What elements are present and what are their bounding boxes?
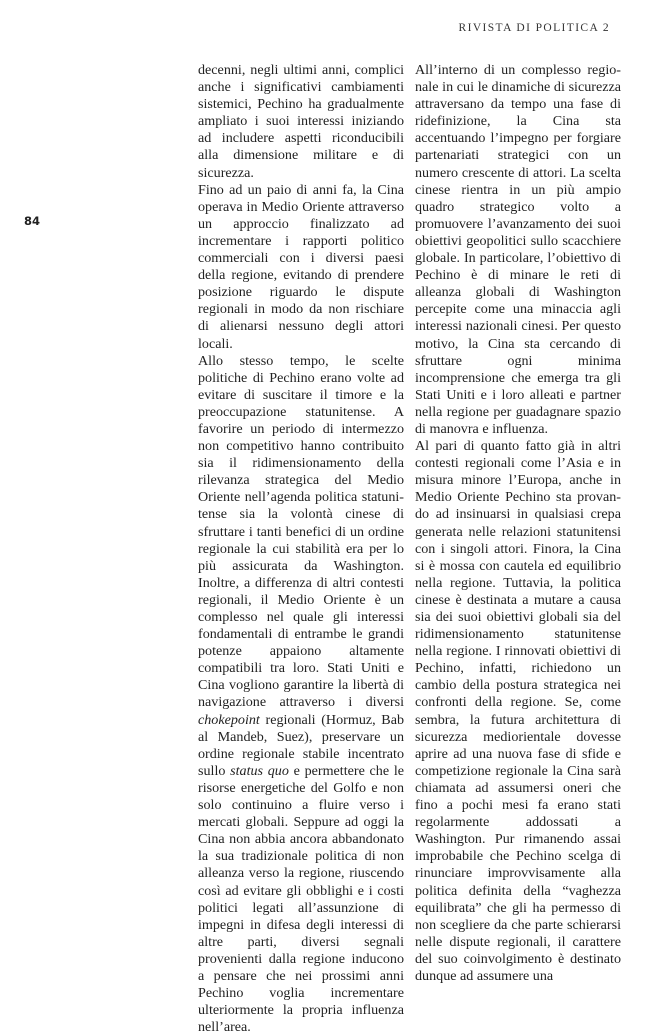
left-column	[198, 62, 404, 1036]
running-head: RIVISTA DI POLITICA 2	[458, 22, 610, 34]
left-paragraph-2: Fino ad un paio di anni fa, la Cina operava in Medio Oriente attraverso un approccio finalizzato ad incrementare i rapporti politico commerciali con i diversi paesi della regione, evitando di prendere posizione riguardo le dispute regionali in modo da non rischiare di alienarsi nessuno degli attori locali.	[198, 181, 404, 352]
status-quo-term: status quo	[230, 762, 289, 779]
right-paragraph-2: Al pari di quanto fatto già in altri contesti regionali come l’Asia e in misura minore l’Europa, anche in Medio Oriente Pechino sta provando ad insinuarsi in qualsiasi crepa generata nelle relazioni statunitensi con i singoli attori. Finora, la Cina si è mossa con cautela ed equilibrio nella regione. Tuttavia, la politica cinese è destinata a mutare a causa sia dei suoi obiettivi globali sia del ridimensionamento statunitense nella regione. I rinnovati obiettivi di Pechino, infatti, richiedono un cambio della postura strategica nei confronti della regione. Se, come sembra, la futura architettura di sicurezza mediorientale dovesse aprire ad una nuova fase di sfide e competizione regionale la Cina sarà chiamata ad assumersi oneri che fino a pochi mesi fa erano stati regolarmente addossati a Washington. Pur rimanendo assai improbabile che Pechino scelga di rinunciare improvvisamente alla politica definita della “vaghezza equilibrata” che gli ha permesso di non scegliere da che parte schierarsi nelle dispute regionali, il carattere del suo coinvolgimento è destinato dunque ad assumere una	[415, 438, 621, 984]
chokepoint-term: chokepoint	[198, 711, 260, 728]
left-paragraph-1: decenni, negli ultimi anni, complici anche i significativi cambiamenti sistemici, Pechino ha gradualmente ampliato i suoi interessi iniziando ad includere aspetti riconducibili alla dimensione militare e di sicurezza.	[198, 62, 404, 181]
right-column	[415, 62, 621, 985]
left-paragraph-3-text-a: Allo stesso tempo, le scelte politiche di Pechino erano volte ad evitare di suscitare il timore e la preoccupazione statunitense. A favorire un periodo di intermezzo non competitivo hanno contribuito sia il ridimensionamento della rilevanza strategica del Medio Oriente nell’agenda politica statunitense sia la volontà cinese di sfruttare i tanti benefici di un ordine regionale la cui stabilità era per lo più assicurata da Washington. Inoltre, a differenza di altri contesti regionali, il Medio Oriente è un complesso nel quale gli interessi fondamentali di entrambe le grandi potenze appaiono altamente compatibili tra loro. Stati Uniti e Cina vogliono garantire la libertà di navigazione attraverso i diversi	[198, 352, 404, 711]
page-number: 84	[24, 214, 41, 228]
left-paragraph-3	[198, 353, 404, 1036]
left-paragraph-3-text-c: e permettere che le risorse energetiche del Golfo e non solo continuino a fluire verso i mercati globali. Seppure ad oggi la Cina non abbia ancora abbandonato la sua tradizionale politica di non alleanza verso la regione, riuscendo così ad evitare gli obblighi e i costi politici legati all’assunzione di impegni in difesa degli interessi di altre parti, diversi segnali provenienti dalla regione inducono a pensare che nei prossimi anni Pechino voglia incrementare ulteriormente la propria influenza nell’area.	[198, 762, 404, 1036]
left-paragraph-3-text-b: regionali (Hormuz, Bab al Mandeb, Suez), preservare un ordine regionale stabile incentrato sullo	[198, 711, 404, 779]
right-paragraph-1: All’interno di un complesso regionale in cui le dinamiche di sicurezza attraversano da tempo una fase di ridefinizione, la Cina sta accentuando l’impegno per forgiare partenariati strategici con un numero crescente di attori. La scelta cinese rientra in un più ampio quadro strategico volto a promuovere l’avanzamento dei suoi obiettivi geopolitici sullo scacchiere globale. In particolare, l’obiettivo di Pechino è di minare le reti di alleanza globali di Washington percepite come una minaccia agli interessi nazionali cinesi. Per questo motivo, la Cina sta cercando di sfruttare ogni minima incomprensione che emerga tra gli Stati Uniti e i loro alleati e partner nella regione per guadagnare spazio di manovra e influenza.	[415, 62, 621, 437]
